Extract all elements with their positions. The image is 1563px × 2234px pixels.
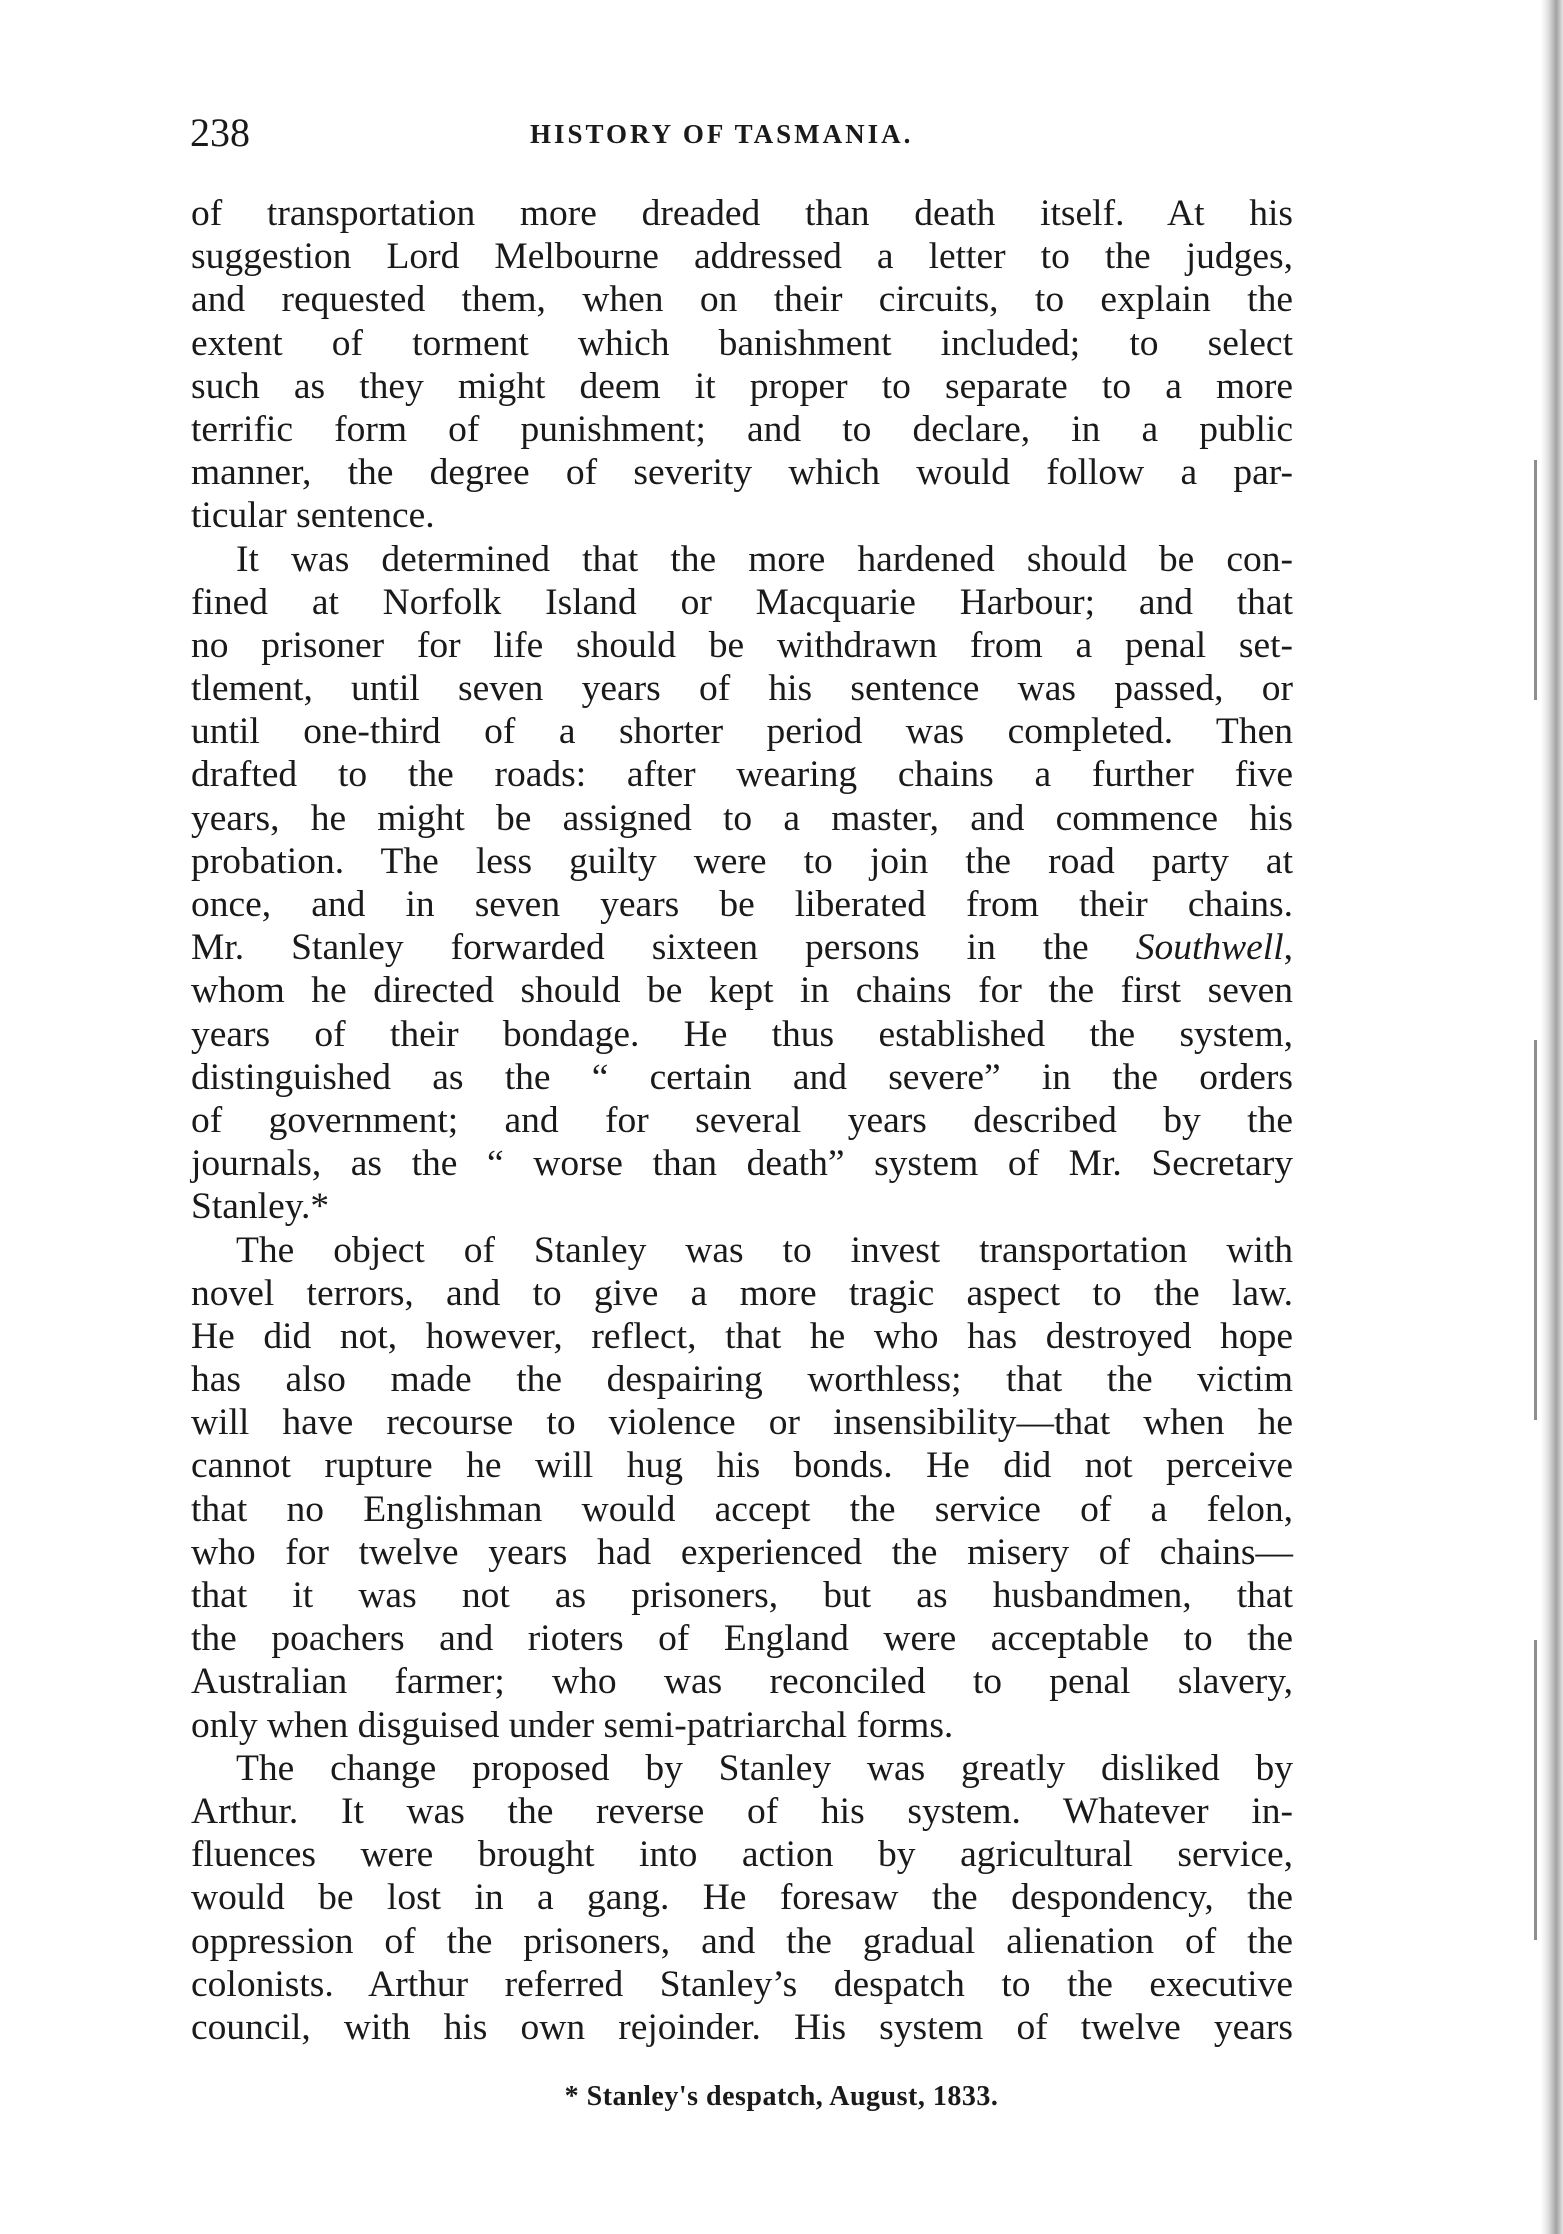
text-line: fined at Norfolk Island or Macquarie Harbour; and that xyxy=(191,581,1293,623)
text-line: of government; and for several years described by the xyxy=(191,1099,1293,1141)
text-line: manner, the degree of severity which would follow a par- xyxy=(191,452,1293,494)
text-line: once, and in seven years be liberated from their chains. xyxy=(191,884,1293,925)
text-line: terrific form of punishment; and to declare, in a public xyxy=(191,408,1293,450)
text-line: no prisoner for life should be withdrawn from a penal set- xyxy=(191,624,1293,666)
text-line: colonists. Arthur referred Stanley’s despatch to the executive xyxy=(191,1963,1293,2005)
text-line: The change proposed by Stanley was greatly disliked by xyxy=(236,1747,1293,1789)
text-line: and requested them, when on their circuits, to explain the xyxy=(191,279,1293,321)
ship-name: Southwell xyxy=(1135,927,1284,969)
body-text xyxy=(191,192,1293,2049)
text-line: novel terrors, and to give a more tragic aspect to the law. xyxy=(191,1272,1293,1314)
text-line: the poachers and rioters of England were acceptable to the xyxy=(191,1618,1293,1660)
page-number: 238 xyxy=(190,110,250,155)
binding-edge xyxy=(1541,0,1563,2234)
text-line: will have recourse to violence or insensibility—that when he xyxy=(191,1402,1293,1444)
text-line: extent of torment which banishment included; to select xyxy=(191,322,1293,364)
text-line: such as they might deem it proper to separate to a more xyxy=(191,365,1293,407)
text-line: distinguished as the “ certain and severe” in the orders xyxy=(191,1056,1293,1098)
text-line: that no Englishman would accept the service of a felon, xyxy=(191,1488,1293,1530)
text-line: that it was not as prisoners, but as husbandmen, that xyxy=(191,1575,1293,1616)
text-line: Mr. Stanley forwarded sixteen persons in the Southwell, xyxy=(191,927,1293,969)
text-line: has also made the despairing worthless; that the victim xyxy=(191,1359,1293,1401)
text-line: cannot rupture he will hug his bonds. He did not perceive xyxy=(191,1445,1293,1487)
text-line: years, he might be assigned to a master, and commence his xyxy=(191,797,1293,839)
text-line: of transportation more dreaded than death itself. At his xyxy=(191,193,1293,234)
text-line: Australian farmer; who was reconciled to penal slavery, xyxy=(191,1661,1293,1703)
text-line: tlement, until seven years of his sentence was passed, or xyxy=(191,668,1293,710)
text-line: until one-third of a shorter period was completed. Then xyxy=(191,711,1293,753)
text-line: He did not, however, reflect, that he who has destroyed hope xyxy=(191,1315,1293,1357)
text-line: Stanley.* xyxy=(191,1186,330,1228)
text-line: would be lost in a gang. He foresaw the despondency, the xyxy=(191,1877,1293,1919)
text-line: It was determined that the more hardened should be con- xyxy=(236,538,1293,580)
text-line: Arthur. It was the reverse of his system. Whatever in- xyxy=(191,1790,1293,1832)
text-line: fluences were brought into action by agricultural service, xyxy=(191,1834,1293,1876)
text-line: ticular sentence. xyxy=(191,495,435,537)
text-line: journals, as the “ worse than death” system of Mr. Secretary xyxy=(191,1143,1293,1185)
text-line: years of their bondage. He thus established the system, xyxy=(191,1013,1293,1055)
running-title: HISTORY OF TASMANIA. xyxy=(530,119,914,149)
text-line: only when disguised under semi-patriarchal forms. xyxy=(191,1704,954,1746)
text-line: who for twelve years had experienced the misery of chains— xyxy=(191,1531,1293,1573)
page-header xyxy=(190,108,1300,158)
text-line: suggestion Lord Melbourne addressed a letter to the judges, xyxy=(191,236,1293,278)
footnote-text: * Stanley's despatch, August, 1833. xyxy=(564,2081,999,2112)
binding-shadow-line xyxy=(1534,1040,1537,1420)
text-line: The object of Stanley was to invest transportation with xyxy=(236,1229,1293,1271)
text-line: drafted to the roads: after wearing chains a further five xyxy=(191,754,1293,796)
text-line: whom he directed should be kept in chains for the first seven xyxy=(191,970,1293,1012)
text-line: council, with his own rejoinder. His system of twelve years xyxy=(191,2006,1293,2048)
text-line: probation. The less guilty were to join the road party at xyxy=(191,840,1293,882)
binding-shadow-line xyxy=(1534,460,1537,700)
footnote xyxy=(0,2081,1563,2113)
binding-shadow-line xyxy=(1534,1640,1537,1940)
text-line: oppression of the prisoners, and the gradual alienation of the xyxy=(191,1920,1293,1962)
